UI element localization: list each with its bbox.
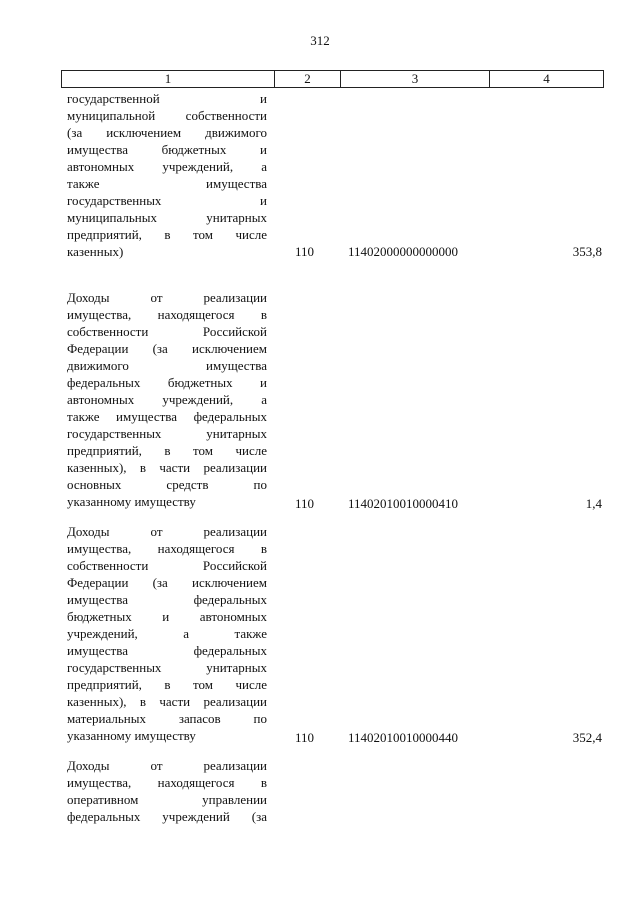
table-row — [61, 523, 604, 748]
header-col-4: 4 — [543, 71, 550, 86]
description-line: также имущества федеральных — [67, 409, 267, 424]
description-line: имущества, находящегося в — [67, 541, 267, 556]
description-line: основных средств по — [67, 477, 267, 492]
description-line: Федерации (за исключением — [67, 341, 267, 356]
table-row — [61, 90, 604, 265]
amount: 1,4 — [585, 496, 602, 511]
description-line: имущества федеральных — [67, 643, 267, 658]
description-line: предприятий, в том числе — [67, 677, 267, 692]
page-number: 312 — [310, 33, 330, 48]
description-line: имущества, находящегося в — [67, 775, 267, 790]
description-line: материальных запасов по — [67, 711, 267, 726]
description-line: также имущества — [67, 176, 267, 191]
description-line: Доходы от реализации — [67, 524, 267, 539]
description-line: движимого имущества — [67, 358, 267, 373]
description-line: Доходы от реализации — [67, 758, 267, 773]
description-line: указанному имуществу — [67, 494, 196, 509]
description-line: Доходы от реализации — [67, 290, 267, 305]
header-col-1: 1 — [62, 71, 275, 87]
budget-code: 11402000000000000 — [348, 244, 459, 259]
row-description — [67, 90, 267, 260]
description-line: Федерации (за исключением — [67, 575, 267, 590]
description-line: бюджетных и автономных — [67, 609, 267, 624]
amount: 353,8 — [572, 244, 602, 259]
description-line: государственных унитарных — [67, 660, 267, 675]
description-line: (за исключением движимого — [67, 125, 267, 140]
description-line: государственных и — [67, 193, 267, 208]
description-line: предприятий, в том числе — [67, 227, 267, 242]
admin-code: 110 — [295, 730, 315, 745]
description-line: автономных учреждений, а — [67, 392, 267, 407]
admin-code: 110 — [295, 496, 315, 511]
table-header-row — [61, 70, 604, 88]
admin-code: 110 — [295, 244, 315, 259]
row-description — [67, 523, 267, 744]
row-description — [67, 289, 267, 510]
description-line: имущества бюджетных и — [67, 142, 267, 157]
description-line: казенных) — [67, 244, 124, 259]
table-row — [61, 289, 604, 514]
description-line: федеральных учреждений (за — [67, 809, 267, 824]
description-line: государственной и — [67, 91, 267, 106]
description-line: казенных), в части реализации — [67, 694, 267, 709]
description-line: имущества, находящегося в — [67, 307, 267, 322]
description-line: указанному имуществу — [67, 728, 196, 743]
description-line: оперативном управлении — [67, 792, 267, 807]
description-line: учреждений, а также — [67, 626, 267, 641]
description-line: государственных унитарных — [67, 426, 267, 441]
budget-code: 11402010010000410 — [348, 496, 459, 511]
description-line: предприятий, в том числе — [67, 443, 267, 458]
description-line: муниципальных унитарных — [67, 210, 267, 225]
description-line: муниципальной собственности — [67, 108, 267, 123]
header-col-3: 3 — [341, 71, 490, 87]
budget-code: 11402010010000440 — [348, 730, 459, 745]
table-row — [61, 757, 604, 827]
description-line: казенных), в части реализации — [67, 460, 267, 475]
row-description — [67, 757, 267, 825]
description-line: собственности Российской — [67, 324, 267, 339]
description-line: собственности Российской — [67, 558, 267, 573]
description-line: автономных учреждений, а — [67, 159, 267, 174]
header-col-2: 2 — [275, 71, 341, 87]
description-line: федеральных бюджетных и — [67, 375, 267, 390]
amount: 352,4 — [572, 730, 602, 745]
description-line: имущества федеральных — [67, 592, 267, 607]
